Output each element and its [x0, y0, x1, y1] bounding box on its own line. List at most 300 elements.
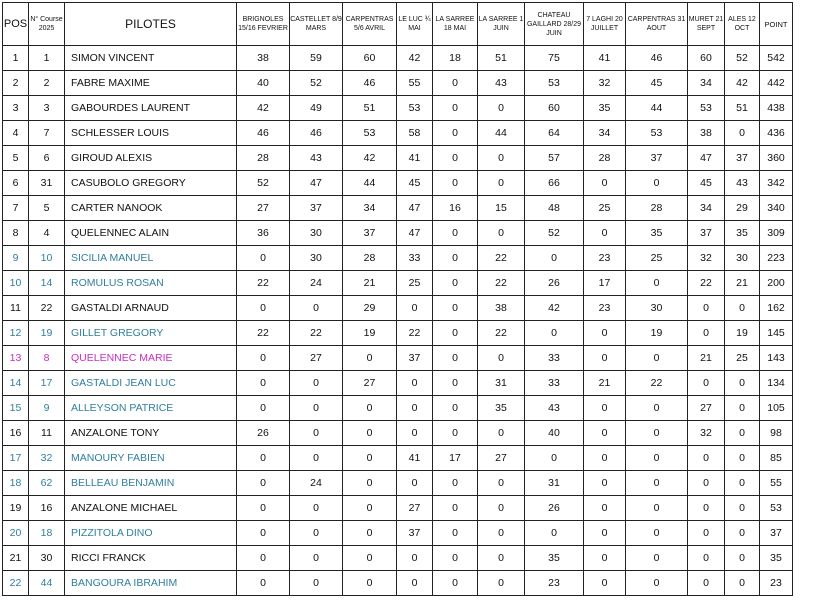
position-cell: 20 — [3, 521, 29, 546]
score-cell: 40 — [525, 421, 584, 446]
score-cell: 58 — [397, 121, 433, 146]
score-cell: 22 — [478, 271, 525, 296]
score-cell: 42 — [343, 146, 397, 171]
score-cell: 0 — [237, 546, 290, 571]
score-cell: 0 — [626, 521, 688, 546]
score-cell: 0 — [688, 546, 725, 571]
score-cell: 55 — [397, 71, 433, 96]
position-cell: 9 — [3, 246, 29, 271]
score-cell: 66 — [525, 171, 584, 196]
score-cell: 59 — [290, 46, 343, 71]
header-pos: POS — [3, 3, 29, 46]
total-points-cell: 436 — [760, 121, 793, 146]
score-cell: 38 — [688, 121, 725, 146]
total-points-cell: 85 — [760, 446, 793, 471]
table-row — [3, 571, 793, 596]
race-number-cell: 3 — [29, 96, 65, 121]
score-cell: 0 — [433, 321, 478, 346]
header-race: LA SARREE 1 JUIN — [478, 3, 525, 46]
score-cell: 28 — [343, 246, 397, 271]
score-cell: 0 — [433, 221, 478, 246]
position-cell: 1 — [3, 46, 29, 71]
score-cell: 52 — [525, 221, 584, 246]
pilot-name-cell: GILLET GREGORY — [65, 321, 237, 346]
pilot-name-cell: FABRE MAXIME — [65, 71, 237, 96]
score-cell: 60 — [343, 46, 397, 71]
score-cell: 26 — [237, 421, 290, 446]
score-cell: 35 — [584, 96, 626, 121]
header-row — [3, 3, 793, 46]
table-row — [3, 371, 793, 396]
total-points-cell: 162 — [760, 296, 793, 321]
table-row — [3, 321, 793, 346]
score-cell: 0 — [433, 571, 478, 596]
score-cell: 33 — [525, 346, 584, 371]
table-row — [3, 346, 793, 371]
total-points-cell: 143 — [760, 346, 793, 371]
header-points: POINT — [760, 3, 793, 46]
race-number-cell: 10 — [29, 246, 65, 271]
score-cell: 27 — [290, 346, 343, 371]
score-cell: 28 — [584, 146, 626, 171]
position-cell: 21 — [3, 546, 29, 571]
score-cell: 32 — [688, 421, 725, 446]
score-cell: 32 — [584, 71, 626, 96]
table-row — [3, 146, 793, 171]
score-cell: 42 — [525, 296, 584, 321]
score-cell: 0 — [343, 421, 397, 446]
table-row — [3, 496, 793, 521]
score-cell: 43 — [290, 146, 343, 171]
score-cell: 0 — [626, 421, 688, 446]
score-cell: 22 — [478, 246, 525, 271]
score-cell: 26 — [525, 496, 584, 521]
total-points-cell: 23 — [760, 571, 793, 596]
score-cell: 57 — [525, 146, 584, 171]
score-cell: 37 — [343, 221, 397, 246]
score-cell: 0 — [433, 396, 478, 421]
score-cell: 17 — [433, 446, 478, 471]
header-race-number: N° Course 2025 — [29, 3, 65, 46]
score-cell: 64 — [525, 121, 584, 146]
total-points-cell: 309 — [760, 221, 793, 246]
pilot-name-cell: RICCI FRANCK — [65, 546, 237, 571]
score-cell: 0 — [584, 521, 626, 546]
score-cell: 0 — [688, 471, 725, 496]
score-cell: 42 — [725, 71, 760, 96]
score-cell: 29 — [343, 296, 397, 321]
header-race: LE LUC ¾ MAI — [397, 3, 433, 46]
score-cell: 0 — [525, 446, 584, 471]
score-cell: 44 — [626, 96, 688, 121]
position-cell: 10 — [3, 271, 29, 296]
score-cell: 47 — [688, 146, 725, 171]
score-cell: 0 — [478, 471, 525, 496]
score-cell: 28 — [237, 146, 290, 171]
score-cell: 26 — [525, 271, 584, 296]
score-cell: 0 — [433, 421, 478, 446]
score-cell: 0 — [626, 496, 688, 521]
score-cell: 0 — [725, 571, 760, 596]
position-cell: 12 — [3, 321, 29, 346]
score-cell: 0 — [478, 221, 525, 246]
score-cell: 33 — [397, 246, 433, 271]
score-cell: 0 — [688, 321, 725, 346]
score-cell: 22 — [397, 321, 433, 346]
score-cell: 27 — [397, 496, 433, 521]
table-row — [3, 471, 793, 496]
score-cell: 0 — [343, 521, 397, 546]
score-cell: 53 — [343, 121, 397, 146]
score-cell: 53 — [626, 121, 688, 146]
score-cell: 0 — [478, 171, 525, 196]
race-number-cell: 9 — [29, 396, 65, 421]
score-cell: 0 — [478, 496, 525, 521]
total-points-cell: 342 — [760, 171, 793, 196]
score-cell: 22 — [626, 371, 688, 396]
score-cell: 53 — [525, 71, 584, 96]
score-cell: 0 — [688, 296, 725, 321]
score-cell: 46 — [290, 121, 343, 146]
position-cell: 19 — [3, 496, 29, 521]
table-row — [3, 446, 793, 471]
header-race: MURET 21 SEPT — [688, 3, 725, 46]
score-cell: 0 — [478, 96, 525, 121]
score-cell: 27 — [237, 196, 290, 221]
position-cell: 16 — [3, 421, 29, 446]
pilot-name-cell: CASUBOLO GREGORY — [65, 171, 237, 196]
score-cell: 47 — [397, 221, 433, 246]
score-cell: 60 — [688, 46, 725, 71]
score-cell: 0 — [584, 171, 626, 196]
pilot-name-cell: ALLEYSON PATRICE — [65, 396, 237, 421]
pilot-name-cell: GASTALDI ARNAUD — [65, 296, 237, 321]
score-cell: 21 — [343, 271, 397, 296]
total-points-cell: 98 — [760, 421, 793, 446]
score-cell: 43 — [525, 396, 584, 421]
table-row — [3, 546, 793, 571]
score-cell: 51 — [725, 96, 760, 121]
header-race: BRIGNOLES 15/16 FEVRIER — [237, 3, 290, 46]
score-cell: 45 — [626, 71, 688, 96]
table-row — [3, 96, 793, 121]
score-cell: 21 — [688, 346, 725, 371]
score-cell: 0 — [290, 571, 343, 596]
position-cell: 18 — [3, 471, 29, 496]
score-cell: 0 — [584, 571, 626, 596]
score-cell: 0 — [290, 371, 343, 396]
score-cell: 0 — [343, 346, 397, 371]
score-cell: 0 — [343, 446, 397, 471]
score-cell: 0 — [626, 396, 688, 421]
score-cell: 53 — [688, 96, 725, 121]
score-cell: 23 — [584, 246, 626, 271]
pilot-name-cell: MANOURY FABIEN — [65, 446, 237, 471]
table-row — [3, 246, 793, 271]
score-cell: 47 — [397, 196, 433, 221]
score-cell: 37 — [725, 146, 760, 171]
score-cell: 0 — [433, 471, 478, 496]
position-cell: 2 — [3, 71, 29, 96]
score-cell: 0 — [478, 146, 525, 171]
score-cell: 0 — [626, 471, 688, 496]
total-points-cell: 105 — [760, 396, 793, 421]
score-cell: 0 — [433, 371, 478, 396]
score-cell: 0 — [584, 421, 626, 446]
score-cell: 0 — [397, 371, 433, 396]
score-cell: 0 — [584, 221, 626, 246]
score-cell: 0 — [688, 446, 725, 471]
table-row — [3, 521, 793, 546]
score-cell: 0 — [237, 246, 290, 271]
race-number-cell: 16 — [29, 496, 65, 521]
score-cell: 41 — [397, 146, 433, 171]
score-cell: 19 — [343, 321, 397, 346]
race-number-cell: 30 — [29, 546, 65, 571]
score-cell: 0 — [725, 121, 760, 146]
score-cell: 0 — [725, 371, 760, 396]
score-cell: 45 — [397, 171, 433, 196]
score-cell: 25 — [725, 346, 760, 371]
score-cell: 0 — [584, 346, 626, 371]
score-cell: 0 — [290, 421, 343, 446]
score-cell: 31 — [478, 371, 525, 396]
score-cell: 0 — [237, 496, 290, 521]
score-cell: 0 — [290, 546, 343, 571]
score-cell: 21 — [725, 271, 760, 296]
table-row — [3, 421, 793, 446]
table-row — [3, 221, 793, 246]
score-cell: 0 — [343, 546, 397, 571]
score-cell: 41 — [584, 46, 626, 71]
table-row — [3, 396, 793, 421]
total-points-cell: 438 — [760, 96, 793, 121]
score-cell: 48 — [525, 196, 584, 221]
pilot-name-cell: GABOURDES LAURENT — [65, 96, 237, 121]
score-cell: 0 — [290, 521, 343, 546]
score-cell: 0 — [433, 346, 478, 371]
pilot-name-cell: BELLEAU BENJAMIN — [65, 471, 237, 496]
score-cell: 0 — [626, 346, 688, 371]
position-cell: 13 — [3, 346, 29, 371]
position-cell: 17 — [3, 446, 29, 471]
score-cell: 0 — [433, 521, 478, 546]
pilot-name-cell: PIZZITOLA DINO — [65, 521, 237, 546]
score-cell: 52 — [290, 71, 343, 96]
total-points-cell: 134 — [760, 371, 793, 396]
score-cell: 0 — [584, 446, 626, 471]
score-cell: 0 — [290, 496, 343, 521]
score-cell: 35 — [478, 396, 525, 421]
pilot-name-cell: BANGOURA IBRAHIM — [65, 571, 237, 596]
score-cell: 0 — [525, 246, 584, 271]
position-cell: 11 — [3, 296, 29, 321]
score-cell: 0 — [433, 296, 478, 321]
score-cell: 60 — [525, 96, 584, 121]
score-cell: 28 — [626, 196, 688, 221]
score-cell: 0 — [725, 496, 760, 521]
standings-table — [2, 2, 793, 596]
score-cell: 0 — [237, 471, 290, 496]
table-row — [3, 271, 793, 296]
race-number-cell: 1 — [29, 46, 65, 71]
pilot-name-cell: GASTALDI JEAN LUC — [65, 371, 237, 396]
score-cell: 0 — [525, 521, 584, 546]
position-cell: 4 — [3, 121, 29, 146]
header-race: CHATEAU GAILLARD 28/29 JUIN — [525, 3, 584, 46]
score-cell: 42 — [237, 96, 290, 121]
score-cell: 0 — [688, 496, 725, 521]
total-points-cell: 55 — [760, 471, 793, 496]
score-cell: 34 — [688, 196, 725, 221]
score-cell: 34 — [688, 71, 725, 96]
total-points-cell: 200 — [760, 271, 793, 296]
score-cell: 41 — [397, 446, 433, 471]
score-cell: 44 — [478, 121, 525, 146]
score-cell: 37 — [688, 221, 725, 246]
score-cell: 51 — [478, 46, 525, 71]
score-cell: 19 — [725, 321, 760, 346]
pilot-name-cell: ANZALONE TONY — [65, 421, 237, 446]
score-cell: 0 — [433, 246, 478, 271]
score-cell: 0 — [478, 546, 525, 571]
score-cell: 25 — [397, 271, 433, 296]
score-cell: 42 — [397, 46, 433, 71]
score-cell: 19 — [626, 321, 688, 346]
score-cell: 0 — [584, 546, 626, 571]
score-cell: 0 — [397, 571, 433, 596]
score-cell: 0 — [397, 396, 433, 421]
score-cell: 0 — [626, 446, 688, 471]
position-cell: 8 — [3, 221, 29, 246]
score-cell: 24 — [290, 271, 343, 296]
race-number-cell: 32 — [29, 446, 65, 471]
score-cell: 0 — [237, 521, 290, 546]
score-cell: 0 — [290, 296, 343, 321]
score-cell: 0 — [237, 296, 290, 321]
score-cell: 0 — [343, 471, 397, 496]
score-cell: 25 — [584, 196, 626, 221]
score-cell: 38 — [237, 46, 290, 71]
score-cell: 0 — [725, 421, 760, 446]
score-cell: 34 — [584, 121, 626, 146]
position-cell: 3 — [3, 96, 29, 121]
score-cell: 0 — [397, 471, 433, 496]
score-cell: 23 — [525, 571, 584, 596]
score-cell: 46 — [237, 121, 290, 146]
race-number-cell: 7 — [29, 121, 65, 146]
score-cell: 0 — [626, 546, 688, 571]
score-cell: 47 — [290, 171, 343, 196]
score-cell: 0 — [343, 396, 397, 421]
score-cell: 35 — [525, 546, 584, 571]
score-cell: 0 — [397, 296, 433, 321]
race-number-cell: 22 — [29, 296, 65, 321]
score-cell: 0 — [237, 371, 290, 396]
total-points-cell: 145 — [760, 321, 793, 346]
score-cell: 45 — [688, 171, 725, 196]
score-cell: 31 — [525, 471, 584, 496]
score-cell: 52 — [237, 171, 290, 196]
race-number-cell: 6 — [29, 146, 65, 171]
score-cell: 22 — [237, 271, 290, 296]
score-cell: 0 — [433, 121, 478, 146]
score-cell: 18 — [433, 46, 478, 71]
score-cell: 22 — [478, 321, 525, 346]
standings-body — [3, 46, 793, 596]
score-cell: 27 — [478, 446, 525, 471]
header-race: CARPENTRAS 31 AOUT — [626, 3, 688, 46]
pilot-name-cell: QUELENNEC MARIE — [65, 346, 237, 371]
score-cell: 0 — [725, 396, 760, 421]
total-points-cell: 360 — [760, 146, 793, 171]
score-cell: 0 — [237, 446, 290, 471]
score-cell: 0 — [725, 296, 760, 321]
score-cell: 0 — [725, 521, 760, 546]
race-number-cell: 4 — [29, 221, 65, 246]
score-cell: 49 — [290, 96, 343, 121]
score-cell: 29 — [725, 196, 760, 221]
pilot-name-cell: ANZALONE MICHAEL — [65, 496, 237, 521]
score-cell: 0 — [725, 471, 760, 496]
score-cell: 0 — [626, 271, 688, 296]
score-cell: 0 — [725, 546, 760, 571]
score-cell: 30 — [290, 221, 343, 246]
race-number-cell: 18 — [29, 521, 65, 546]
score-cell: 17 — [584, 271, 626, 296]
score-cell: 37 — [397, 521, 433, 546]
table-row — [3, 121, 793, 146]
score-cell: 0 — [237, 346, 290, 371]
race-number-cell: 11 — [29, 421, 65, 446]
score-cell: 0 — [290, 446, 343, 471]
position-cell: 15 — [3, 396, 29, 421]
score-cell: 0 — [584, 496, 626, 521]
score-cell: 0 — [343, 571, 397, 596]
score-cell: 0 — [626, 171, 688, 196]
score-cell: 0 — [478, 571, 525, 596]
position-cell: 22 — [3, 571, 29, 596]
score-cell: 0 — [433, 546, 478, 571]
score-cell: 27 — [343, 371, 397, 396]
score-cell: 44 — [343, 171, 397, 196]
pilot-name-cell: ROMULUS ROSAN — [65, 271, 237, 296]
score-cell: 24 — [290, 471, 343, 496]
score-cell: 22 — [688, 271, 725, 296]
score-cell: 46 — [626, 46, 688, 71]
score-cell: 0 — [237, 571, 290, 596]
table-row — [3, 296, 793, 321]
race-number-cell: 14 — [29, 271, 65, 296]
score-cell: 0 — [688, 521, 725, 546]
score-cell: 0 — [478, 346, 525, 371]
header-pilots: PILOTES — [65, 3, 237, 46]
race-number-cell: 62 — [29, 471, 65, 496]
race-number-cell: 17 — [29, 371, 65, 396]
pilot-name-cell: SCHLESSER LOUIS — [65, 121, 237, 146]
score-cell: 0 — [478, 421, 525, 446]
score-cell: 21 — [584, 371, 626, 396]
score-cell: 37 — [290, 196, 343, 221]
total-points-cell: 37 — [760, 521, 793, 546]
score-cell: 38 — [478, 296, 525, 321]
standings-sheet — [2, 2, 793, 596]
race-number-cell: 19 — [29, 321, 65, 346]
table-row — [3, 196, 793, 221]
score-cell: 0 — [478, 521, 525, 546]
total-points-cell: 442 — [760, 71, 793, 96]
score-cell: 0 — [725, 446, 760, 471]
